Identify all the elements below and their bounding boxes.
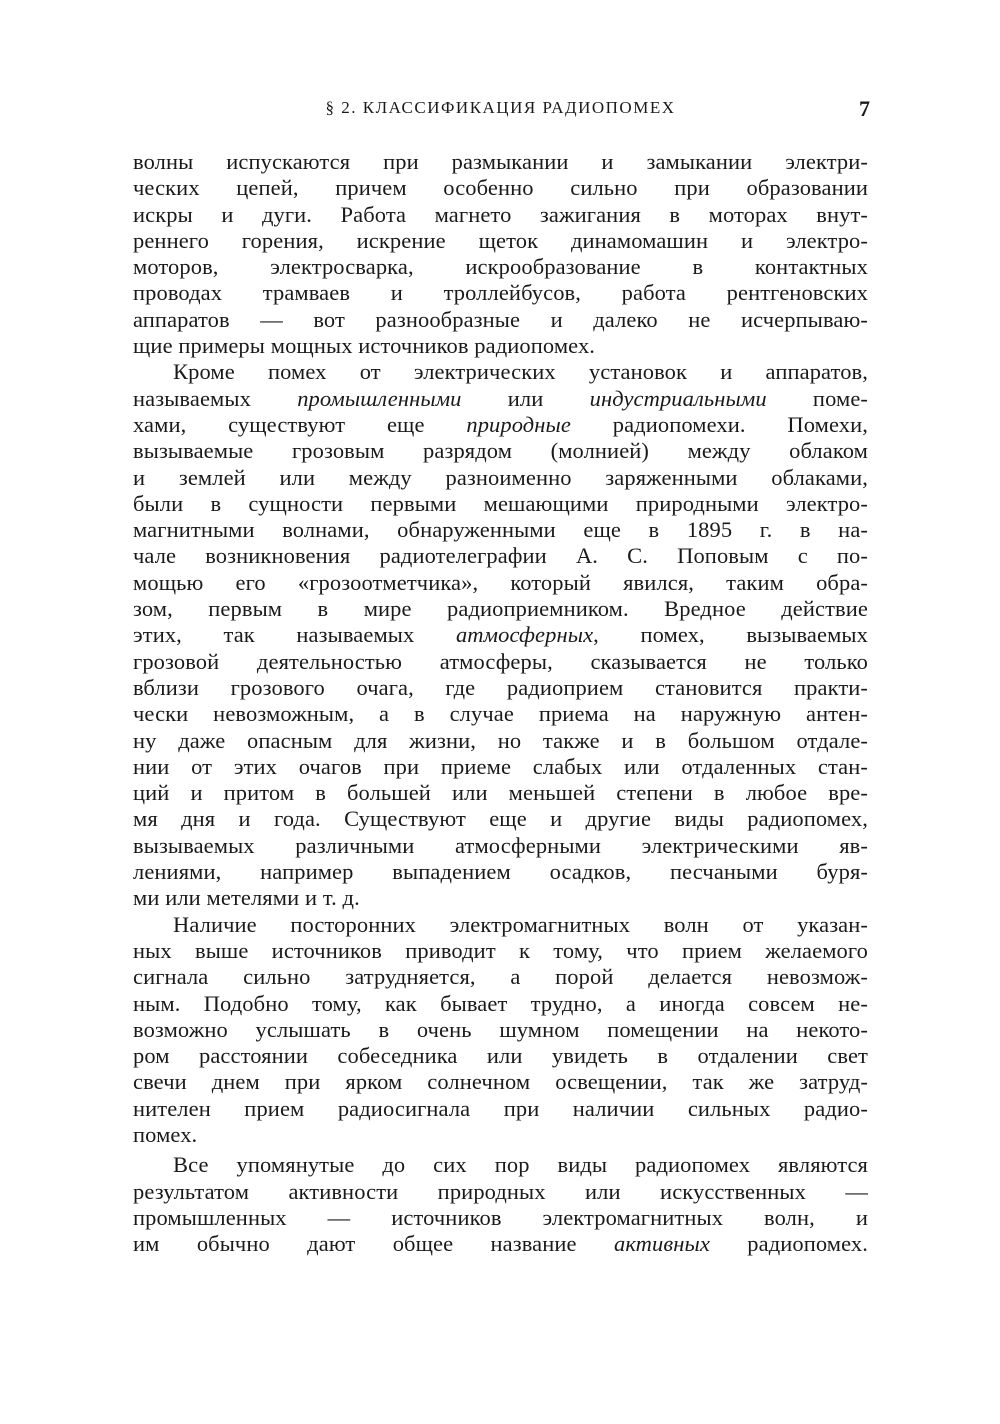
body-text bbox=[133, 149, 868, 1257]
text-line: зом, первым в мире радиоприемником. Вредное действие bbox=[133, 596, 868, 622]
running-title: § 2. КЛАССИФИКАЦИЯ РАДИОПОМЕХ bbox=[325, 98, 676, 117]
text-line: называемых промышленными или индустриальными поме- bbox=[133, 385, 869, 411]
text-line: реннего горения, искрение щеток динамомашин и электро- bbox=[133, 227, 868, 253]
text-line: проводах трамваев и троллейбусов, работа рентгеновских bbox=[133, 280, 868, 306]
text-line: этих, так называемых атмосферных, помех, вызываемых bbox=[133, 622, 868, 648]
text-line: им обычно дают общее название активных радиопомех. bbox=[133, 1231, 869, 1257]
text-line: моторов, электросварка, искрообразование в контактных bbox=[133, 254, 868, 280]
text-line: возможно услышать в очень шумном помещении на некото- bbox=[133, 1016, 868, 1042]
text-line: мя дня и года. Существуют еще и другие виды радиопомех, bbox=[133, 806, 868, 832]
text-line: ным. Подобно тому, как бывает трудно, а иногда совсем не- bbox=[133, 990, 868, 1016]
paragraph-3 bbox=[133, 912, 868, 1149]
text-line: чески невозможным, а в случае приема на наружную антен- bbox=[133, 701, 868, 727]
text-line: Все упомянутые до сих пор виды радиопомех являются bbox=[173, 1152, 868, 1178]
text-line: результатом активности природных или искусственных — bbox=[133, 1178, 868, 1204]
running-head bbox=[133, 96, 868, 126]
paragraph-4 bbox=[133, 1152, 868, 1257]
text-line: сигнала сильно затрудняется, а порой делается невозмож- bbox=[133, 964, 868, 990]
text-line: Кроме помех от электрических установок и аппаратов, bbox=[173, 359, 868, 385]
text-line: помех. bbox=[133, 1121, 198, 1147]
text-line: и землей или между разноименно заряженными облаками, bbox=[133, 464, 868, 490]
text-line: хами, существуют еще природные радиопомехи. Помехи, bbox=[133, 411, 869, 437]
text-line: были в сущности первыми мешающими природными электро- bbox=[133, 490, 868, 516]
text-line: ром расстоянии собеседника или увидеть в отдалении свет bbox=[133, 1043, 868, 1069]
text-line: вызываемых различными атмосферными электрическими яв- bbox=[133, 832, 868, 858]
text-line: Наличие посторонних электромагнитных волн от указан- bbox=[173, 911, 868, 937]
text-line: ми или метелями и т. д. bbox=[133, 885, 360, 911]
text-line: вызываемые грозовым разрядом (молнией) между облаком bbox=[133, 438, 868, 464]
text-line: аппаратов — вот разнообразные и далеко не исчерпываю- bbox=[133, 306, 868, 332]
italic-term: индустриальными bbox=[589, 385, 767, 411]
page-number: 7 bbox=[859, 96, 870, 121]
italic-term: атмосферных bbox=[455, 622, 594, 648]
italic-term: природные bbox=[466, 411, 571, 437]
italic-term: активных bbox=[613, 1231, 710, 1257]
text-line: ных выше источников приводит к тому, что прием желаемого bbox=[133, 937, 868, 963]
text-line: ческих цепей, причем особенно сильно при образовании bbox=[133, 175, 868, 201]
text-line: свечи днем при ярком солнечном освещении, так же затруд- bbox=[133, 1069, 868, 1095]
text-line: лениями, например выпадением осадков, песчаными буря- bbox=[133, 859, 868, 885]
text-line: нителен прием радиосигнала при наличии сильных радио- bbox=[133, 1095, 868, 1121]
text-line: щие примеры мощных источников радиопомех. bbox=[133, 333, 596, 359]
paragraph-1 bbox=[133, 149, 868, 359]
text-line: чале возникновения радиотелеграфии А. С. Поповым с по- bbox=[133, 543, 868, 569]
text-line: промышленных — источников электромагнитных волн, и bbox=[133, 1204, 868, 1230]
italic-term: промышленными bbox=[297, 385, 462, 411]
text-line: волны испускаются при размыкании и замыкании электри- bbox=[133, 149, 868, 174]
text-line: ну даже опасным для жизни, но также и в большом отдале- bbox=[133, 727, 868, 753]
text-line: грозовой деятельностью атмосферы, сказывается не только bbox=[133, 648, 868, 674]
paragraph-2 bbox=[133, 359, 868, 911]
text-line: мощью его «грозоотметчика», который явился, таким обра- bbox=[133, 569, 868, 595]
text-line: ций и притом в большей или меньшей степени в любое вре- bbox=[133, 780, 868, 806]
text-line: вблизи грозового очага, где радиоприем становится практи- bbox=[133, 674, 868, 700]
text-line: магнитными волнами, обнаруженными еще в 1895 г. в на- bbox=[133, 517, 868, 543]
text-line: искры и дуги. Работа магнето зажигания в моторах внут- bbox=[133, 201, 868, 227]
text-line: нии от этих очагов при приеме слабых или отдаленных стан- bbox=[133, 753, 868, 779]
